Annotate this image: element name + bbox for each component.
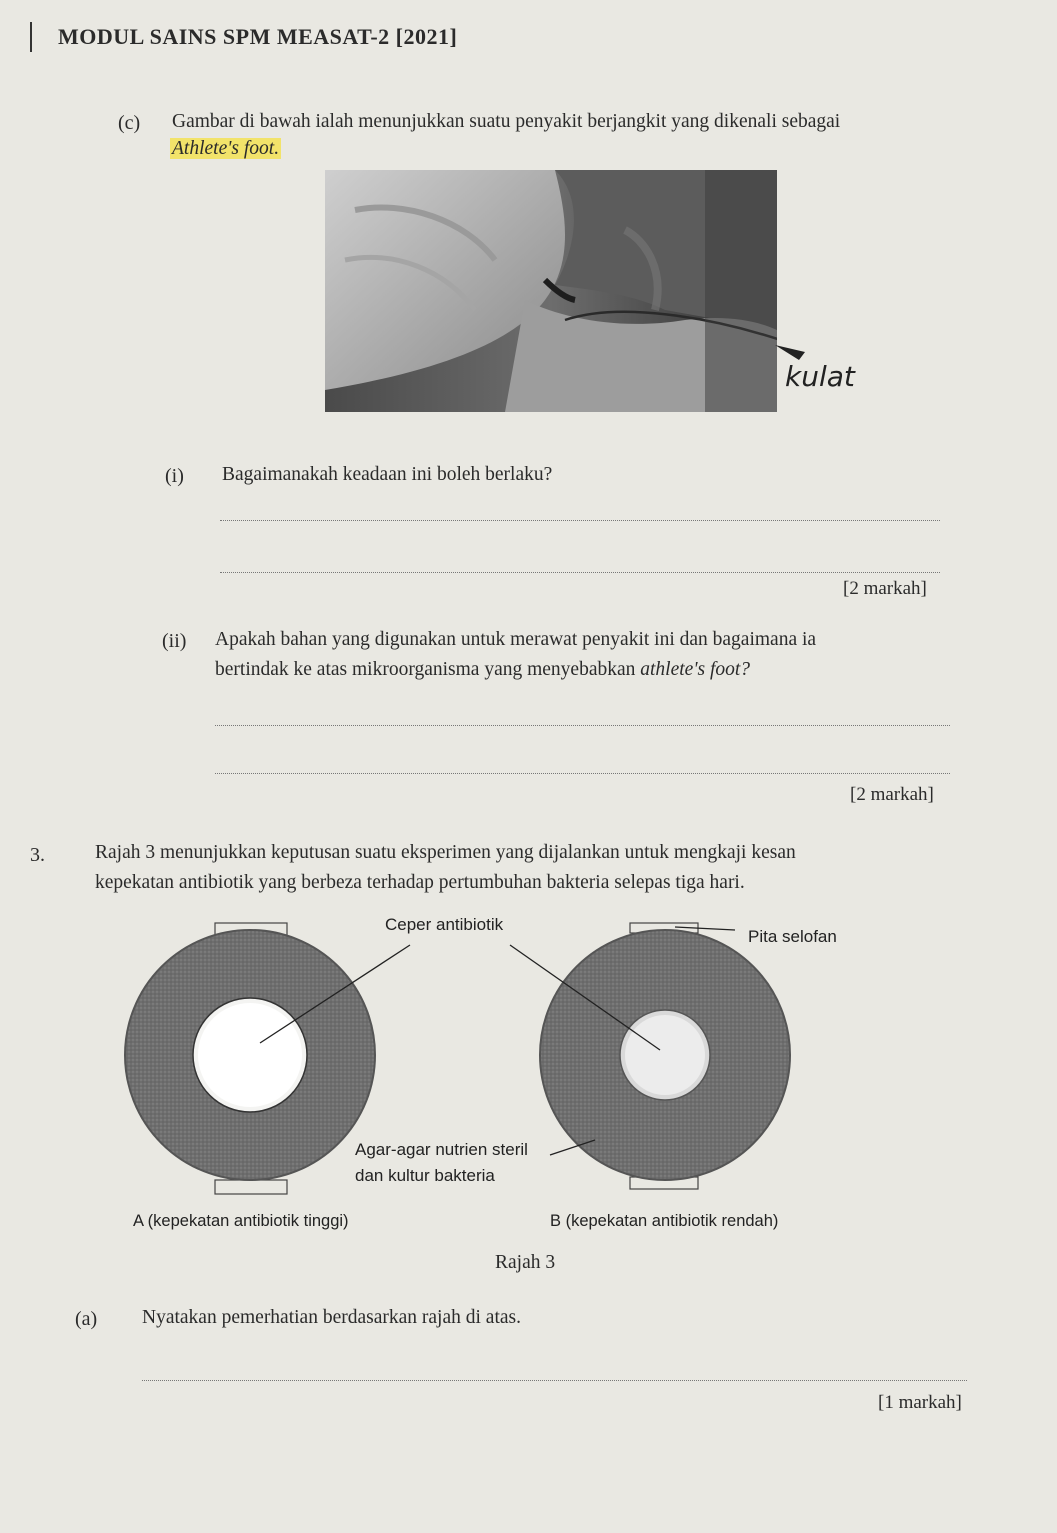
q-ii-marks: [2 markah] bbox=[850, 784, 934, 805]
label-cellophane-tape: Pita selofan bbox=[748, 927, 837, 946]
athletes-foot-photo bbox=[325, 170, 777, 412]
athletes-foot-highlight bbox=[170, 134, 281, 164]
part-c-label: (c) bbox=[118, 112, 141, 134]
answer-line[interactable] bbox=[215, 773, 950, 774]
q-ii-text: bertindak ke atas mikroorganisma yang menyebabkan bbox=[215, 659, 636, 680]
plate-a-tape-bottom bbox=[215, 1180, 287, 1194]
caption-plate-a: A (kepekatan antibiotik tinggi) bbox=[133, 1212, 349, 1230]
q-i-marks: [2 markah] bbox=[843, 578, 927, 599]
q3a-text: Nyatakan pemerhatian berdasarkan rajah di atas. bbox=[142, 1307, 521, 1328]
label-antibiotic-disc: Ceper antibiotik bbox=[385, 915, 504, 934]
highlight-text: Athlete's foot. bbox=[172, 138, 280, 159]
q-i-text: Bagaimanakah keadaan ini boleh berlaku? bbox=[222, 464, 553, 485]
pointer-line-tape bbox=[675, 927, 735, 930]
page-header: MODUL SAINS SPM MEASAT-2 [2021] bbox=[58, 24, 458, 49]
q-ii-text-line2 bbox=[215, 655, 955, 685]
answer-line[interactable] bbox=[142, 1380, 967, 1381]
part-c-intro bbox=[172, 107, 952, 137]
q-ii-text-line1: Apakah bahan yang digunakan untuk merawat penyakit ini dan bagaimana ia bbox=[215, 629, 817, 650]
q3a-marks: [1 markah] bbox=[878, 1392, 962, 1413]
q3-number: 3. bbox=[30, 844, 45, 866]
q-i-label: (i) bbox=[165, 465, 184, 487]
q-ii-label: (ii) bbox=[162, 630, 187, 652]
q3a-label: (a) bbox=[75, 1308, 98, 1330]
rajah-3-diagram bbox=[120, 915, 840, 1205]
label-agar-1: Agar-agar nutrien steril bbox=[355, 1140, 528, 1159]
q3-text-line2: kepekatan antibiotik yang berbeza terhadap pertumbuhan bakteria selepas tiga hari. bbox=[95, 872, 745, 893]
kulat-label: kulat bbox=[785, 360, 855, 393]
q3-text-line1: Rajah 3 menunjukkan keputusan suatu eksperimen yang dijalankan untuk mengkaji kesan bbox=[95, 842, 796, 863]
header-rule bbox=[30, 22, 32, 52]
plate-a-disc bbox=[198, 1003, 302, 1107]
label-agar-2: dan kultur bakteria bbox=[355, 1166, 495, 1185]
part-c-intro-text: Gambar di bawah ialah menunjukkan suatu penyakit berjangkit yang dikenali sebagai bbox=[172, 111, 841, 132]
answer-line[interactable] bbox=[220, 572, 940, 573]
q-ii-italic: athlete's foot? bbox=[640, 659, 751, 680]
answer-line[interactable] bbox=[215, 725, 950, 726]
plate-b-disc bbox=[625, 1015, 705, 1095]
figure-title: Rajah 3 bbox=[495, 1252, 556, 1273]
answer-line[interactable] bbox=[220, 520, 940, 521]
caption-plate-b: B (kepekatan antibiotik rendah) bbox=[550, 1212, 779, 1230]
